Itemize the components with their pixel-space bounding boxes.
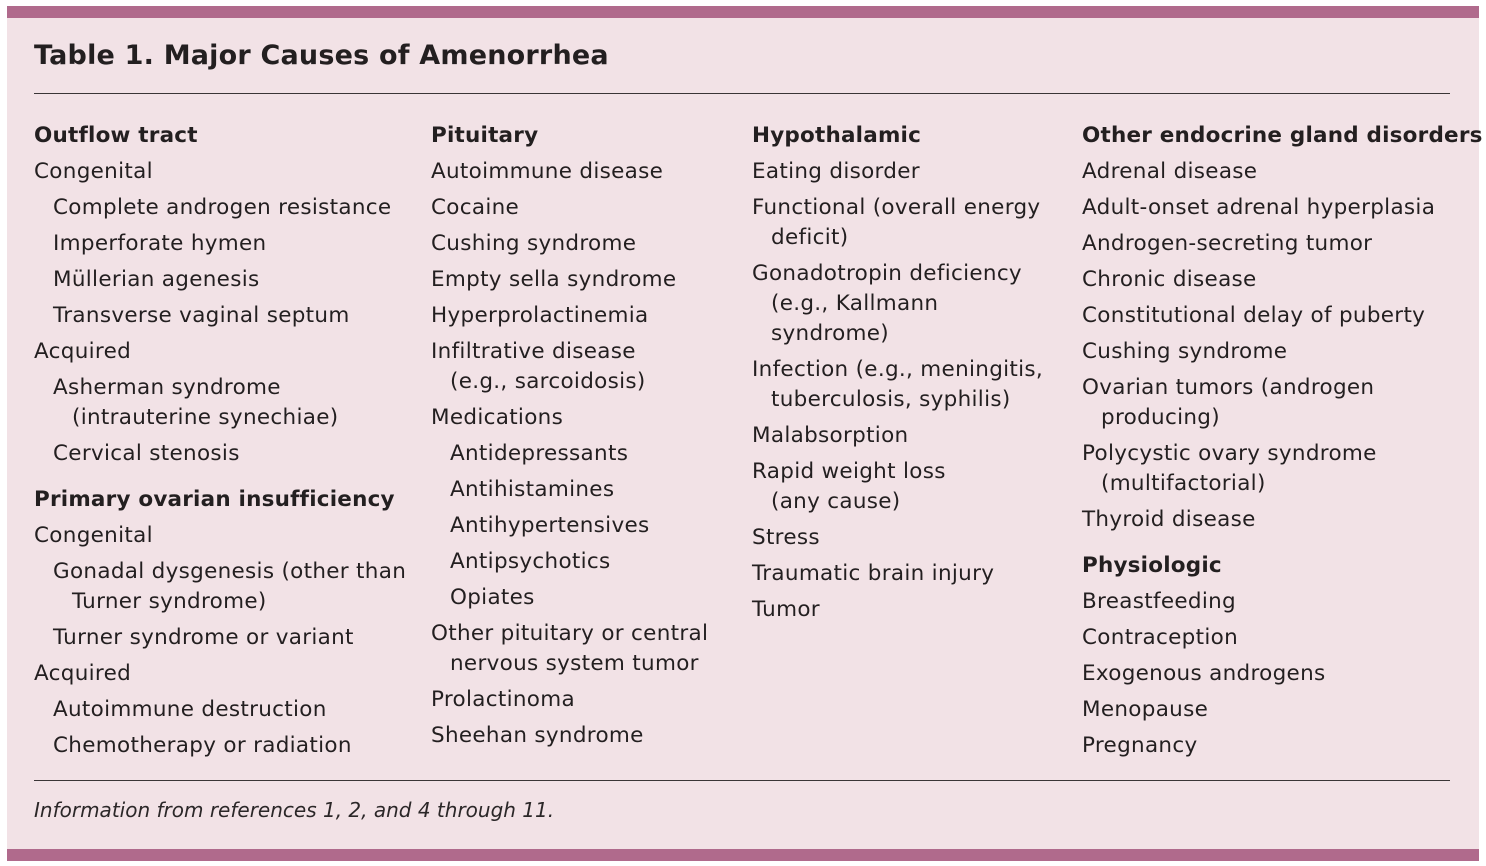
cause-item: Constitutional delay of puberty [1082,303,1426,328]
category-section [34,118,414,472]
cause-subitem: Antihistamines [450,477,615,502]
cause-item: Stress [752,525,820,550]
cause-item: Cushing syndrome [1082,339,1288,364]
cause-item: Polycystic ovary syndrome (multifactorial) [1082,441,1377,496]
cause-item: Sheehan syndrome [431,723,644,748]
category-section [1082,118,1483,538]
category-heading: Primary ovarian insufficiency [34,487,395,512]
cause-item: Prolactinoma [431,687,575,712]
category-heading: Pituitary [431,123,539,148]
category-heading: Physiologic [1082,553,1222,578]
cause-item: Eating disorder [752,159,920,184]
cause-item: Tumor [752,597,820,622]
cause-item: Cushing syndrome [431,231,637,256]
cause-item: Breastfeeding [1082,589,1236,614]
cause-subitem: Turner syndrome or variant [53,625,354,650]
cause-item: Infiltrative disease (e.g., sarcoidosis) [431,339,646,394]
cause-item: Exogenous androgens [1082,661,1326,686]
category-section [752,118,1062,628]
cause-item: Menopause [1082,697,1209,722]
top-accent-band [7,6,1479,18]
cause-item: Adult-onset adrenal hyperplasia [1082,195,1436,220]
category-heading: Hypothalamic [752,123,922,148]
table-title: Table 1. Major Causes of Amenorrhea [34,40,609,71]
cause-item: Contraception [1082,625,1239,650]
column-3 [752,118,1062,628]
cause-item: Other pituitary or central nervous system tumor [431,621,709,676]
cause-subitem: Transverse vaginal septum [53,303,350,328]
cause-subitem: Gonadal dysgenesis (other than Turner syndrome) [53,559,407,614]
cause-subitem: Antihypertensives [450,513,650,538]
cause-item: Rapid weight loss (any cause) [752,459,946,514]
category-section [1082,548,1477,764]
cause-item: Adrenal disease [1082,159,1258,184]
cause-item: Infection (e.g., meningitis, tuberculosis, syphilis) [752,357,1044,412]
category-heading: Outflow tract [34,123,198,148]
cause-subitem: Müllerian agenesis [53,267,260,292]
cause-item: Functional (overall energy deficit) [752,195,1041,250]
cause-item: Empty sella syndrome [431,267,677,292]
cause-item: Thyroid disease [1082,507,1256,532]
category-section [431,118,731,754]
cause-subitem: Autoimmune destruction [53,697,327,722]
column-1 [34,118,414,764]
cause-item: Traumatic brain injury [752,561,995,586]
cause-subitem: Imperforate hymen [53,231,267,256]
column-2 [431,118,731,754]
cause-item: Cocaine [431,195,520,220]
footer-divider [34,780,1450,781]
cause-subitem: Antipsychotics [450,549,611,574]
category-heading: Other endocrine gland disorders [1082,123,1483,148]
cause-subitem: Cervical stenosis [53,441,240,466]
cause-item: Ovarian tumors (androgen producing) [1082,375,1375,430]
category-section [34,482,414,764]
cause-item: Pregnancy [1082,733,1198,758]
cause-item: Congenital [34,523,153,548]
cause-item: Acquired [34,661,132,686]
cause-subitem: Complete androgen resistance [53,195,392,220]
source-footnote: Information from references 1, 2, and 4 through 11. [34,798,555,822]
cause-item: Gonadotropin deficiency (e.g., Kallmann syndrome) [752,261,1022,346]
cause-item: Hyperprolactinemia [431,303,649,328]
title-divider [34,93,1450,94]
cause-subitem: Asherman syndrome (intrauterine synechiae) [53,375,339,430]
cause-subitem: Opiates [450,585,535,610]
cause-subitem: Antidepressants [450,441,629,466]
cause-item: Malabsorption [752,423,909,448]
cause-item: Acquired [34,339,132,364]
cause-item: Congenital [34,159,153,184]
cause-subitem: Chemotherapy or radiation [53,733,352,758]
bottom-accent-band [7,849,1479,861]
column-4 [1082,118,1483,764]
cause-item: Autoimmune disease [431,159,664,184]
cause-item: Medications [431,405,564,430]
cause-item: Chronic disease [1082,267,1257,292]
cause-item: Androgen-secreting tumor [1082,231,1373,256]
